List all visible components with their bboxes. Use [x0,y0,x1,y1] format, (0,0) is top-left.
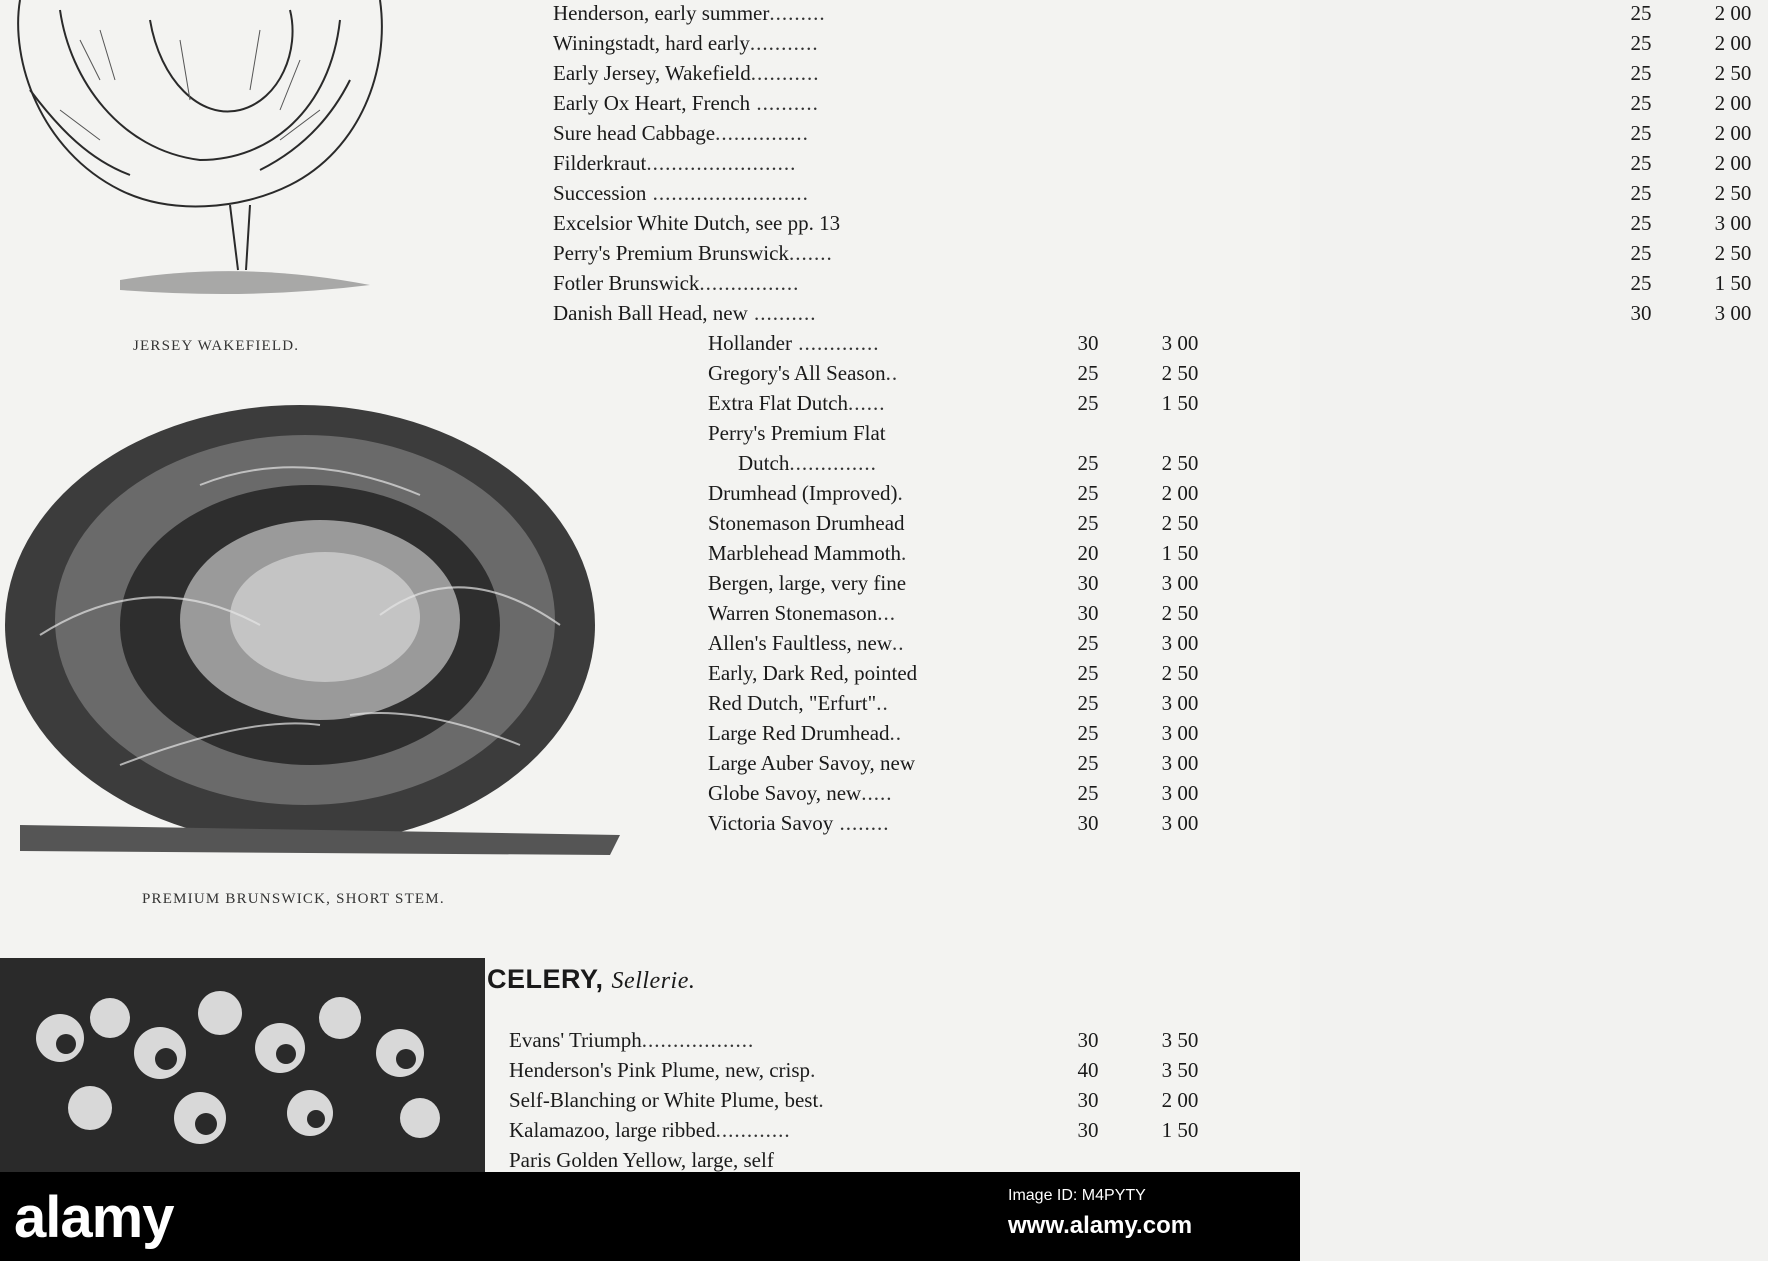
lb-price: 3 50 [1161,1028,1199,1052]
variety-name: Large Auber Savoy, new [708,751,916,775]
lb-price: 2 00 [1714,1,1752,25]
lb-price: 2 00 [1161,1088,1199,1112]
variety-name: Allen's Faultless, new [708,631,893,655]
oz-price: 30 [1077,1118,1099,1142]
variety-name: Stonemason Drumhead [708,511,905,535]
oz-price: 25 [1077,511,1099,535]
oz-price: 20 [1077,541,1099,565]
oz-price: 25 [1630,61,1652,85]
oz-price: 25 [1630,241,1652,265]
oz-price: 30 [1077,811,1099,835]
oz-price: 25 [1077,451,1099,475]
variety-name: Marblehead Mammoth [708,541,902,565]
jersey-wakefield-caption: JERSEY WAKEFIELD. [133,338,300,354]
oz-price: 30 [1077,1028,1099,1052]
variety-name: Henderson's Pink Plume, new, crisp [509,1058,811,1082]
celery-subtitle: Sellerie. [611,968,696,994]
lb-price: 2 50 [1161,601,1199,625]
lb-price: 2 50 [1714,61,1752,85]
site-url: www.alamy.com [1008,1212,1193,1239]
oz-price: 30 [1077,331,1099,355]
lb-price: 1 50 [1161,391,1199,415]
variety-name: Filderkraut [553,151,647,175]
variety-name: Hollander [708,331,792,355]
variety-name: Danish Ball Head, new [553,301,748,325]
lb-price: 3 00 [1161,811,1199,835]
oz-price: 25 [1630,31,1652,55]
oz-price: 25 [1630,1,1652,25]
celery-title: CELERY, [487,964,604,994]
catalog-page: JERSEY WAKEFIELD. PREMIUM BRUNSWICK, SHORT STEM. Henderson, early summer......... 25 2 00 Winingstadt, hard early........... 25 2 00 Early Jersey, Wakefield........... 25 2 50 Early Ox Heart, French .......... 25 2 00 Sure head Cabbage............... 25 2 00 Filderkraut........................ 25 2 00 Succession ......................... 25 2 50 Excelsior White Dutch, see pp. 13 25 3 00 Perry's Premium Brunswick....... 25 2 50 Fotler Brunswick................ 25 1 50 Danish Ball Head, new .......... 30 3 00 Hollander ............. 30 3 00 Gregory's All Season.. 25 2 50 Extra Flat Dutch...... 25 1 50 Perry's Premium Flat Dutch.............. 25 2 50 Drumhead (Improved). 25 2 00 Stonemason Drumhead 25 2 50 Marblehead Mammoth. 20 1 50 Bergen, large, very fine 30 3 00 Warren Stonemason... 30 2 50 Allen's Faultless, new.. 25 3 00 Early, Dark Red, pointed 25 2 50 Red Dutch, "Erfurt".. 25 3 00 Large Red Drumhead.. 25 3 00 Large Auber Savoy, new 25 3 00 Globe Savoy, new..... 25 3 00 Victoria Savoy ........ 30 3 00 CELERY, Sellerie. Evans' Triumph.................. 30 3 50 Henderson's Pink Plume, new, crisp. 40 3 50 Self-Blanching or White Plume, best. 30 2 00 Kalamazoo, large ribbed............ 30 1 50 Paris Golden Yellow, large, self [0,0,1300,1172]
lb-price: 3 00 [1161,781,1199,805]
oz-price: 25 [1077,691,1099,715]
oz-price: 30 [1630,301,1652,325]
stock-banner [0,1172,1300,1261]
oz-price: 25 [1630,211,1652,235]
variety-name: Excelsior White Dutch, see pp. 13 [553,211,841,235]
oz-price: 30 [1077,1088,1099,1112]
variety-name: Early, Dark Red, pointed [708,661,918,685]
oz-price: 25 [1077,751,1099,775]
jersey-wakefield-illustration [0,0,400,320]
lb-price: 2 50 [1714,241,1752,265]
oz-price: 25 [1077,481,1099,505]
lb-price: 1 50 [1714,271,1752,295]
lb-price: 2 50 [1161,511,1199,535]
oz-price: 30 [1077,601,1099,625]
premium-brunswick-illustration [0,385,640,885]
oz-price: 25 [1077,721,1099,745]
lb-price: 3 50 [1161,1058,1199,1082]
oz-price: 25 [1630,181,1652,205]
oz-price: 25 [1630,121,1652,145]
oz-price: 30 [1077,571,1099,595]
lb-price: 2 50 [1161,661,1199,685]
oz-price: 25 [1077,781,1099,805]
variety-name: Self-Blanching or White Plume, best [509,1088,819,1112]
variety-name: Dutch [738,451,790,475]
oz-price: 25 [1630,151,1652,175]
lb-price: 2 00 [1714,151,1752,175]
variety-name: Paris Golden Yellow, large, self [509,1148,774,1172]
lb-price: 2 50 [1161,451,1199,475]
lb-price: 3 00 [1161,721,1199,745]
lb-price: 3 00 [1161,691,1199,715]
oz-price: 25 [1630,91,1652,115]
oz-price: 25 [1077,361,1099,385]
image-id-label: Image ID: M4PYTY [1008,1187,1146,1204]
variety-name: Red Dutch, "Erfurt" [708,691,877,715]
oz-price: 25 [1077,661,1099,685]
variety-name: Evans' Triumph [509,1028,642,1052]
lb-price: 3 00 [1161,331,1199,355]
variety-name: Drumhead (Improved) [708,481,898,505]
lb-price: 3 00 [1161,571,1199,595]
variety-name: Perry's Premium Flat [708,421,886,445]
lb-price: 1 50 [1161,1118,1199,1142]
lb-price: 3 00 [1161,751,1199,775]
celery-heading [487,964,695,995]
variety-name: Early Jersey, Wakefield [553,61,751,85]
oz-price: 25 [1630,271,1652,295]
variety-name: Sure head Cabbage [553,121,716,145]
lb-price: 2 00 [1714,31,1752,55]
lb-price: 3 00 [1161,631,1199,655]
oz-price: 25 [1077,391,1099,415]
oz-price: 40 [1077,1058,1099,1082]
variety-name: Bergen, large, very fine [708,571,907,595]
variety-name: Warren Stonemason [708,601,878,625]
lb-price: 2 00 [1714,91,1752,115]
premium-brunswick-caption: PREMIUM BRUNSWICK, SHORT STEM. [142,891,445,907]
lb-price: 2 00 [1161,481,1199,505]
variety-name: Kalamazoo, large ribbed [509,1118,716,1142]
lb-price: 2 50 [1714,181,1752,205]
variety-name: Victoria Savoy [708,811,834,835]
variety-name: Henderson, early summer [553,1,770,25]
variety-name: Fotler Brunswick [553,271,700,295]
lb-price: 2 00 [1714,121,1752,145]
oz-price: 25 [1077,631,1099,655]
variety-name: Succession [553,181,647,205]
variety-name: Perry's Premium Brunswick [553,241,789,265]
variety-name: Early Ox Heart, French [553,91,751,115]
celery-illustration [0,958,485,1172]
lb-price: 3 00 [1714,301,1752,325]
variety-name: Extra Flat Dutch [708,391,848,415]
lb-price: 1 50 [1161,541,1199,565]
lb-price: 2 50 [1161,361,1199,385]
variety-name: Globe Savoy, new [708,781,862,805]
variety-name: Winingstadt, hard early [553,31,750,55]
lb-price: 3 00 [1714,211,1752,235]
variety-name: Gregory's All Season [708,361,886,385]
alamy-logo: alamy [14,1185,174,1250]
variety-name: Large Red Drumhead [708,721,890,745]
